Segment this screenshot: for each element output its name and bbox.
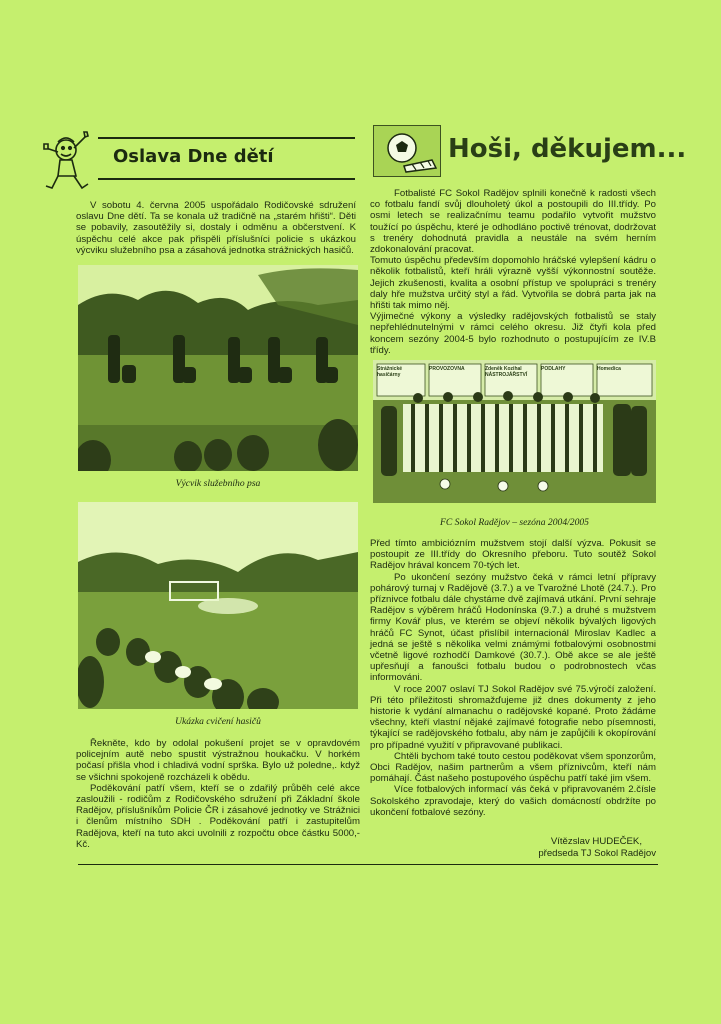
banner-4: PODLAHY bbox=[541, 366, 566, 372]
right-paragraph-2: Tomuto úspěchu především dopomohlo hráčské vylepšení kádru o několik fotbalistů, kteří hráli výrazně vyšší výkonnostní soutěže. Jejich zkušenosti, kvalita a osobní přístup ve spolupráci s trenéry daly hře mužstva určitý styl a řád. Vytvořila se dobrá parta jak na hřišti tak mimo něj. bbox=[370, 255, 656, 312]
mascot-icon bbox=[42, 128, 92, 192]
left-paragraph-2: Poděkování patří všem, kteří se o zdařilý průběh celé akce zasloužili - rodičům z Rodičovského sdružení při Základní škole Radějov, příslušníkům Policie ČR i zásahové jednotky ve Strážnici i členům místního SDH . Poděkování patří i zastupitelům Radějova, kteří na tuto akci uvolnili z rozpočtu obce částku 5000,- Kč. bbox=[76, 782, 360, 850]
left-paragraph-1: Řekněte, kdo by odolal pokušení projet se v opravdovém policejním autě nebo spustit výstražnou houkačku. V horkém počasí přišla vhod i chladivá vodní sprška. Bylo už poledne,. když se všichni spokojeně rozcházeli k obědu. bbox=[76, 738, 360, 783]
team-photo-banners bbox=[377, 366, 653, 396]
right-heading: Hoši, děkujem... bbox=[448, 134, 687, 164]
right-body-bottom bbox=[370, 538, 656, 818]
firefighters-caption: Ukázka cvičení hasičů bbox=[175, 716, 261, 727]
dog-training-photo bbox=[78, 265, 358, 471]
signature bbox=[450, 836, 656, 859]
left-intro: V sobotu 4. června 2005 uspořádalo Rodičovské sdružení oslavu Dne dětí. Ta se konala už tradičně na „starém hřišti“. Děti se pobavily, zasoutěžily si, dostaly i odměnu a občerstvení. K úspěchu celé akce pak přispěli příslušníci policie s ukázkou výcviku služebního psa a zásahová jednotka strážnických hasičů. bbox=[76, 200, 356, 256]
bottom-rule bbox=[78, 864, 658, 865]
right-paragraph-5: Po ukončení sezóny mužstvo čeká v rámci letní přípravy pohárový turnaj v Radějově (3.7.) a ve Tvarožné Lhotě (24.7.). Pro příznivce fotbalu dále chystáme dvě zajímavá utkání. První sehraje Radějov s výběrem hráčů Hodonínska (9.7.) a druhé s mužstvem firmy Kovář plus, ve kterém se objeví několik bývalých ligových hráčů FC Synot, účast přislíbil internacionál Miroslav Kadlec a jedná se ještě s několika velmi známými fotbalovými osobnostmi včetně ligové rozhodčí Damkové (30.7.). Obě akce se ale ještě upřesňují a fanoušci fotbalu budou o podrobnostech včas informováni. bbox=[370, 571, 656, 684]
right-paragraph-1: Fotbalisté FC Sokol Radějov splnili konečně k radosti všech co fotbalu fandí svůj dlouholetý úkol a postoupili do III.třídy. Po osmi letech se realizačnímu teamu podařilo vytvořit mužstvo toužící po úspěchu, které je odhodláno poctivě trénovat, dodržovat s trenéry dohodnutá pravidla a neustále na svém herním zdokonalování pracovat. bbox=[370, 188, 656, 256]
firefighters-photo bbox=[78, 502, 358, 709]
right-paragraph-6: V roce 2007 oslaví TJ Sokol Radějov své 75.výročí založení. Při této příležitosti shromažďujeme již dnes dokumenty z jeho historie k vydání almanachu o radějovské kopané. Proto žádáme všechny, kteří vlastní nějaké zajímavé fotografie nebo písemnosti, týkající se radějovského fotbalu, aby nám je zapůjčili k okopírování pro případné využití v připravované publikaci. bbox=[370, 683, 656, 751]
banner-1: Strážnické hasičárny bbox=[377, 366, 403, 378]
right-paragraph-4: Před tímto ambiciózním mužstvem stojí další výzva. Pokusit se postoupit ze III.třídy do Okresního přeboru. Tuto soutěž Sokol Radějov hrával koncem 70-tých let. bbox=[370, 538, 656, 572]
signature-title: předseda TJ Sokol Radějov bbox=[538, 847, 656, 859]
left-heading: Oslava Dne dětí bbox=[113, 146, 274, 167]
team-photo-caption: FC Sokol Radějov – sezóna 2004/2005 bbox=[440, 517, 589, 528]
banner-3: Zdeněk Kozihal NÁSTROJÁŘSTVÍ bbox=[485, 366, 528, 378]
team-photo bbox=[373, 360, 656, 503]
banner-5: Homedica bbox=[597, 366, 621, 372]
heading-rule-bottom bbox=[98, 178, 355, 180]
signature-name: Vítězslav HUDEČEK, bbox=[550, 836, 642, 847]
football-logo-icon bbox=[373, 125, 441, 177]
right-paragraph-8: Více fotbalových informací vás čeká v připravovaném 2.čísle Sokolského zpravodaje, který do vašich domácností obdržíte po ukončení fotbalové sezóny. bbox=[370, 784, 656, 818]
right-paragraph-3: Výjimečné výkony a výsledky radějovských fotbalistů se staly nepřehlédnutelnými v rámci celého okresu. Již čtyři kola před koncem sezóny 2004-5 bylo rozhodnuto o postupujícím ze IV.B třídy. bbox=[370, 311, 656, 356]
left-body bbox=[76, 738, 360, 850]
heading-rule-top bbox=[98, 137, 355, 139]
dog-training-caption: Výcvik služebního psa bbox=[175, 478, 261, 489]
right-paragraph-7: Chtěli bychom také touto cestou poděkovat všem sponzorům, Obci Radějov, našim partnerům a všem příznivcům, kteří nám pomáhají. Část našeho postupového úspěchu patří také jim všem. bbox=[370, 750, 656, 785]
right-body-top bbox=[370, 188, 656, 356]
banner-2: PROVOZOVNA bbox=[429, 366, 465, 372]
